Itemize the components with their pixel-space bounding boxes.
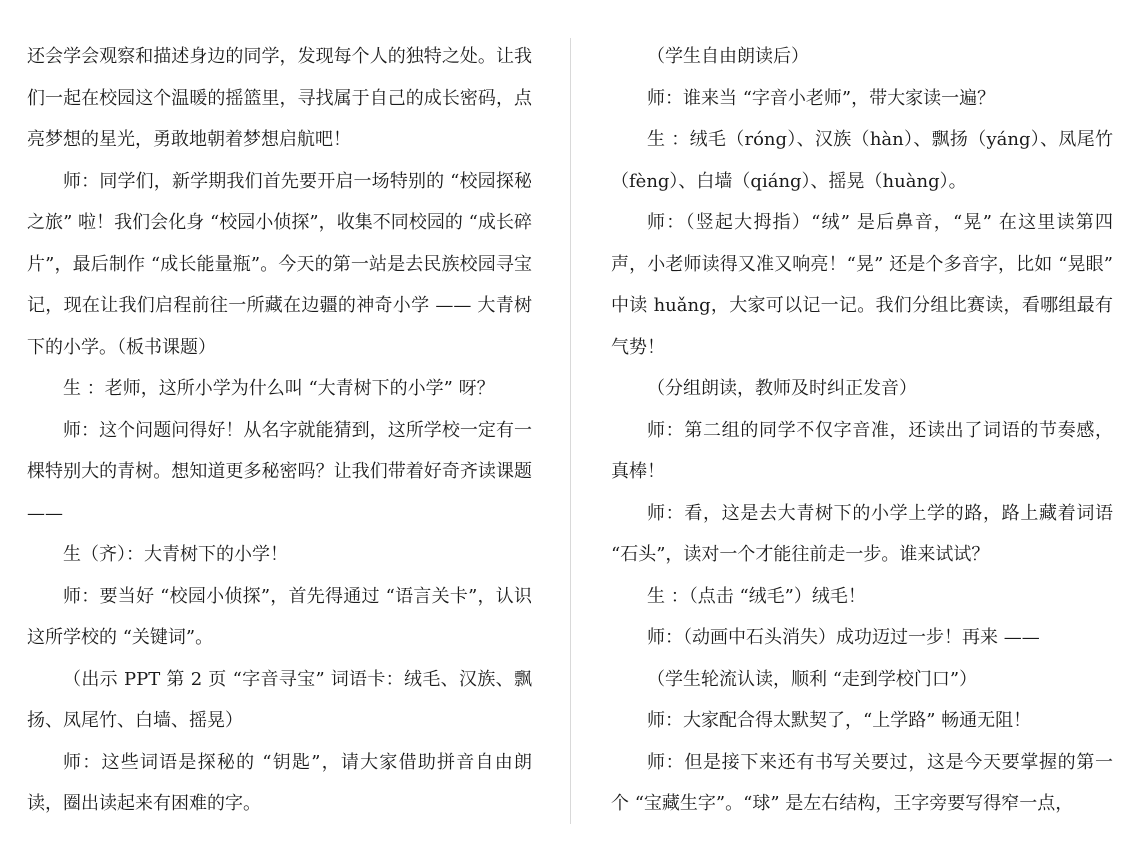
paragraph: 生（齐）：大青树下的小学！ xyxy=(63,544,288,565)
paragraph: 师：同学们，新学期我们首先要开启一场特别的 “校园探秘之旅” 啦！我们会化身 “校园小侦探”，收集不同校园的 “成长碎片”，最后制作 “成长能量瓶”。今天的第一站是去民族校园寻宝记，现在让我们启程前往一所藏在边疆的神奇小学 —— 大青树下的小学。（板书课题） xyxy=(27,170,532,358)
paragraph: 师：第二组的同学不仅字音准，还读出了词语的节奏感，真棒！ xyxy=(611,419,1113,482)
paragraph: 还会学会观察和描述身边的同学，发现每个人的独特之处。让我们一起在校园这个温暖的摇篮里，寻找属于自己的成长密码，点亮梦想的星光，勇敢地朝着梦想启航吧！ xyxy=(27,46,532,150)
paragraph: （出示 PPT 第 2 页 “字音寻宝” 词语卡：绒毛、汉族、飘扬、凤尾竹、白墙、摇晃） xyxy=(27,668,532,731)
paragraph: 师：但是接下来还有书写关要过，这是今天要掌握的第一个 “宝藏生字”。“球” 是左右结构，王字旁要写得窄一点， xyxy=(611,751,1113,814)
paragraph: 师：要当好 “校园小侦探”，首先得通过 “语言关卡”，认识这所学校的 “关键词”。 xyxy=(27,585,532,648)
paragraph: 生 ：老师，这所小学为什么叫 “大青树下的小学” 呀？ xyxy=(63,378,495,399)
paragraph: 师：大家配合得太默契了，“上学路” 畅通无阻！ xyxy=(647,710,1032,731)
paragraph: 师：这个问题问得好！从名字就能猜到，这所学校一定有一棵特别大的青树。想知道更多秘密吗？让我们带着好奇齐读课题 —— xyxy=(27,419,532,524)
paragraph: 生 ：绒毛（róng）、汉族（hàn）、飘扬（yáng）、凤尾竹（fèng）、白墙（qiáng）、摇晃（huàng）。 xyxy=(611,129,1113,192)
paragraph: 生 ：（点击 “绒毛”）绒毛！ xyxy=(647,585,866,607)
right-column xyxy=(611,36,1113,825)
paragraph: 师：谁来当 “字音小老师”，带大家读一遍？ xyxy=(647,87,996,109)
paragraph: （分组朗读，教师及时纠正发音） xyxy=(647,378,917,399)
column-divider xyxy=(570,38,571,824)
paragraph: 师：（竖起大拇指）“绒” 是后鼻音，“晃” 在这里读第四声，小老师读得又准又响亮！“晃” 还是个多音字，比如 “晃眼” 中读 huǎng，大家可以记一记。我们分组比赛读，看哪组最有气势！ xyxy=(611,212,1113,358)
paragraph: （学生轮流认读，顺利 “走到学校门口”） xyxy=(647,668,978,690)
left-column xyxy=(27,36,532,825)
paragraph: 师：（动画中石头消失）成功迈过一步！再来 —— xyxy=(647,627,1040,648)
paragraph: 师：看，这是去大青树下的小学上学的路，路上藏着词语 “石头”，读对一个才能往前走一步。谁来试试？ xyxy=(611,502,1113,565)
paragraph: 师：这些词语是探秘的 “钥匙”，请大家借助拼音自由朗读，圈出读起来有困难的字。 xyxy=(27,751,532,814)
paragraph: （学生自由朗读后） xyxy=(647,46,809,67)
